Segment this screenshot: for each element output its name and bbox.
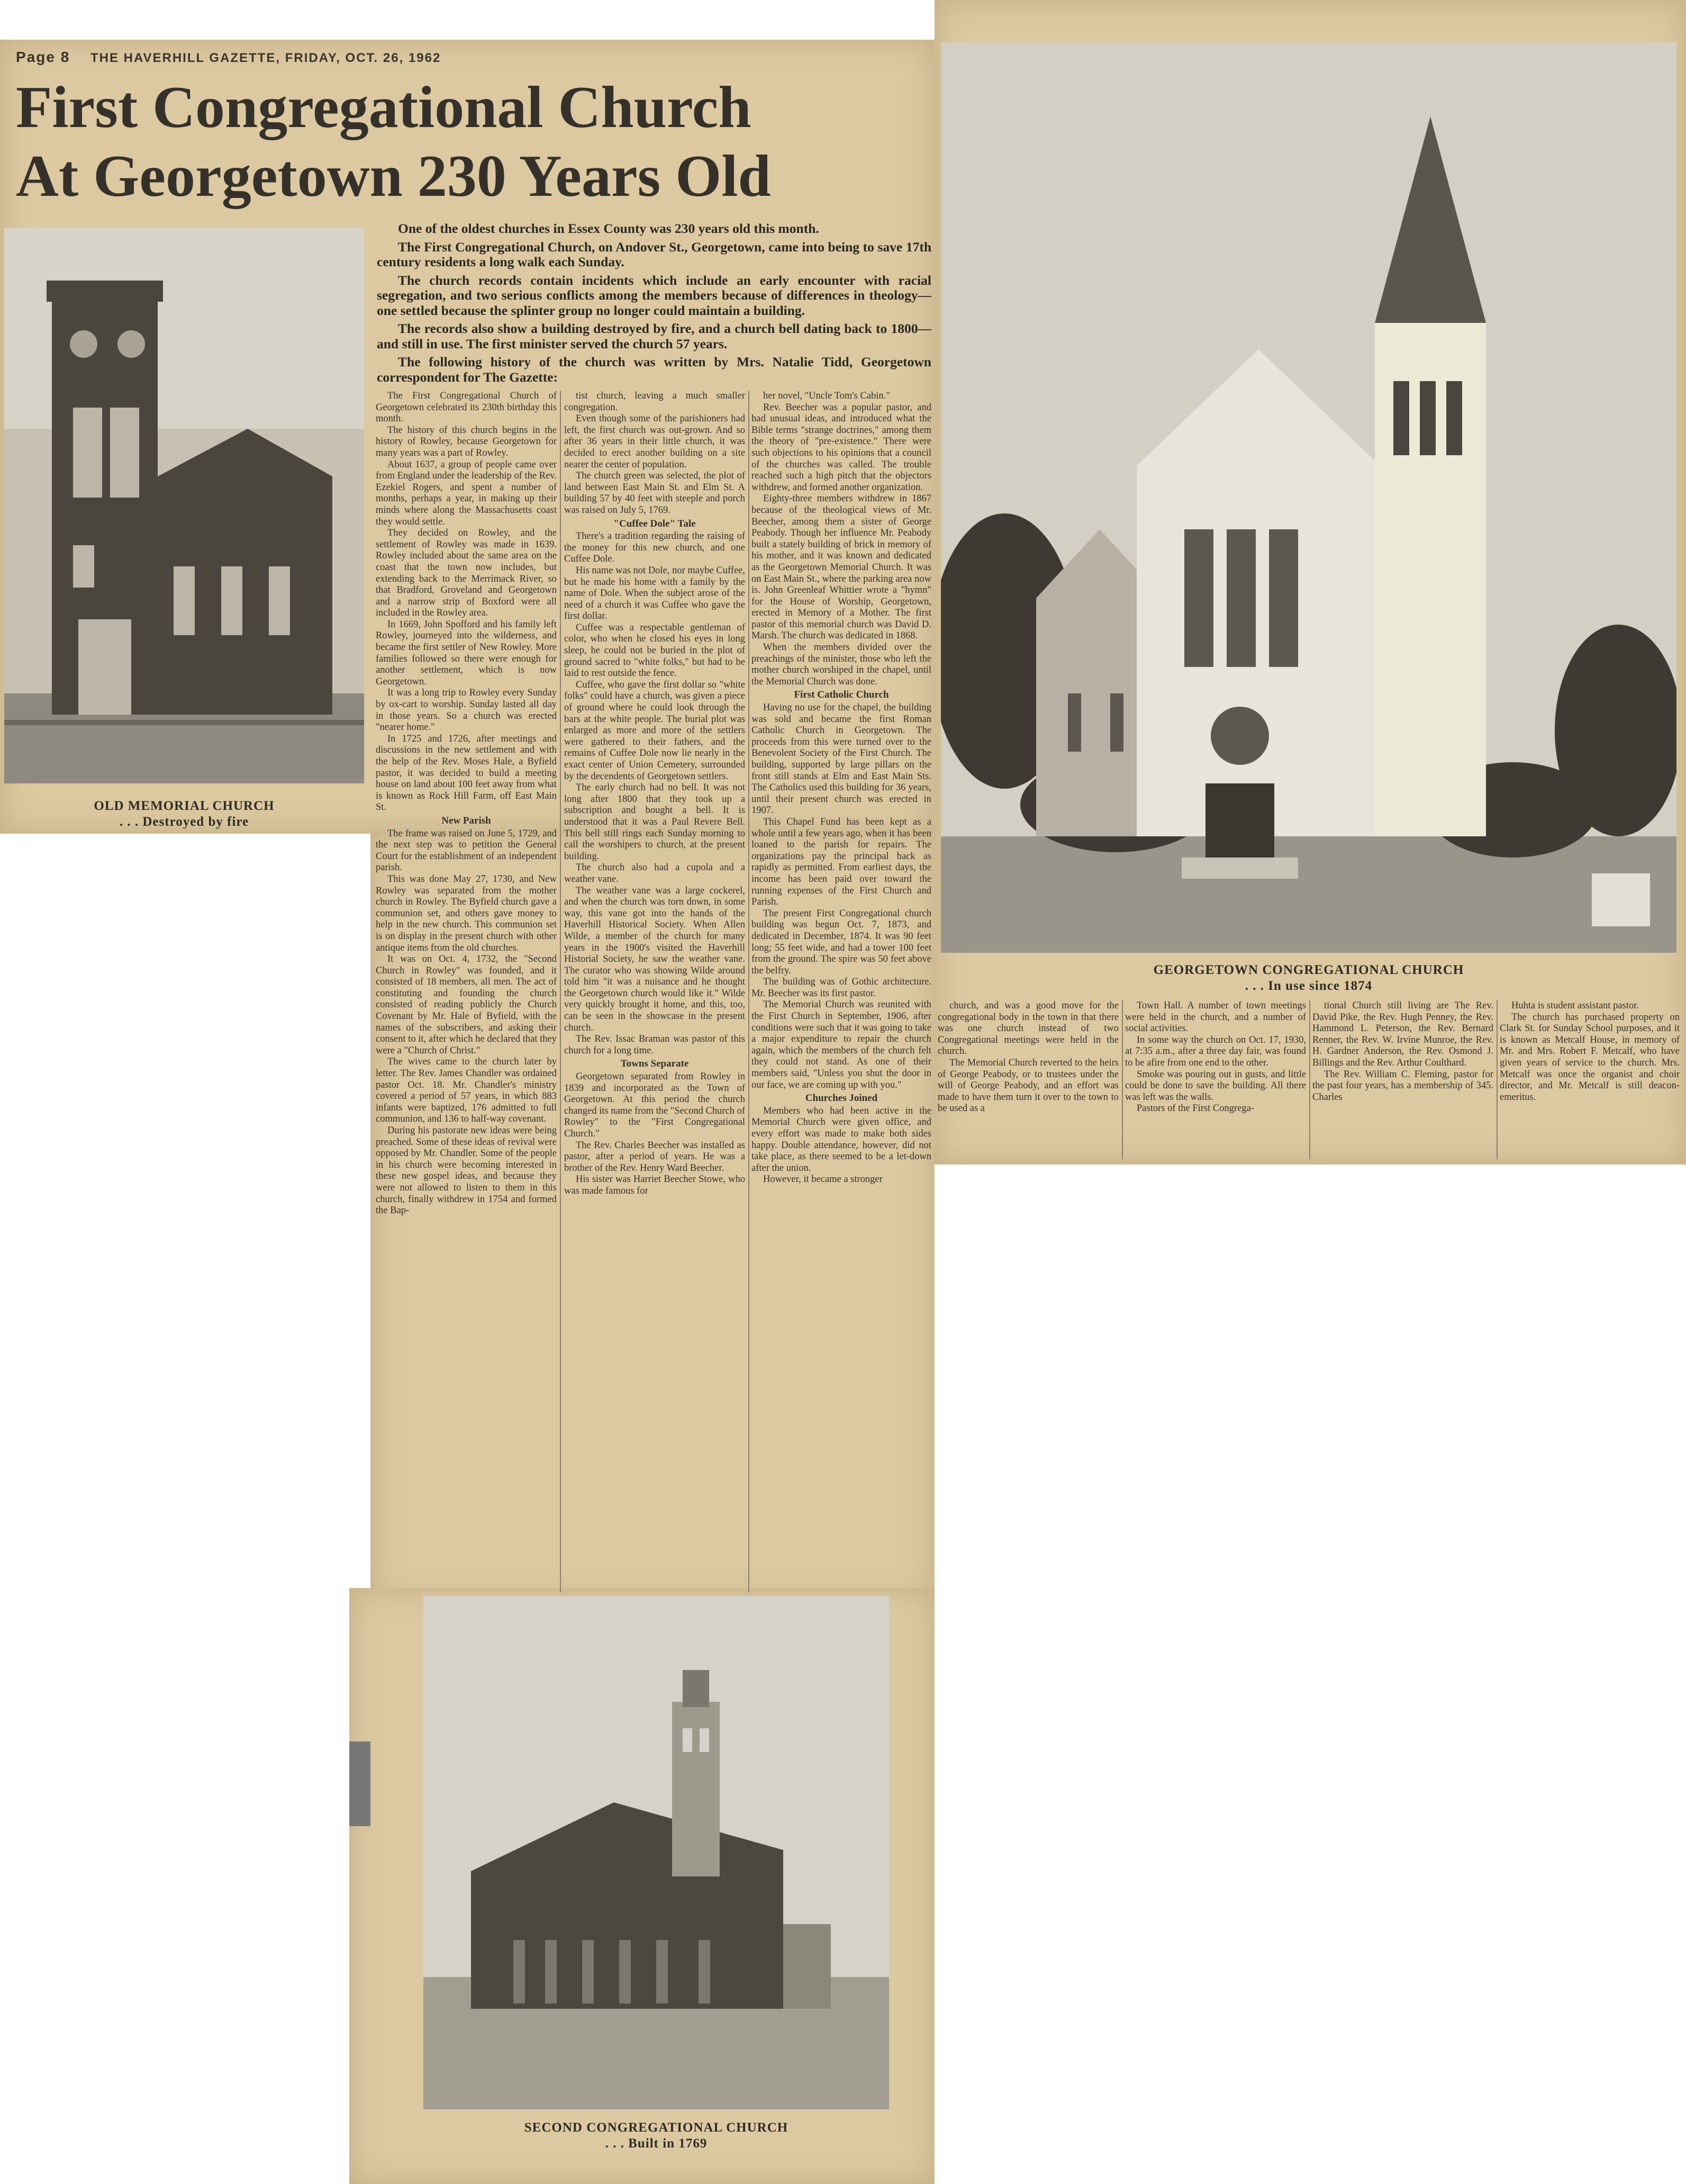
headline (16, 73, 926, 211)
article-column-2 (564, 391, 745, 1197)
scan-edge-strip (349, 1741, 370, 1826)
article-paragraph: There's a tradition regarding the raising of the money for this new church, and one Cuffee Dole. (564, 531, 745, 565)
article-paragraph: About 1637, a group of people came over from England under the leadership of the Rev. Ezekiel Rogers, and spent a number of months, perhaps a year, in making up their minds where along the Massachusetts coast they would settle. (376, 459, 557, 527)
old-memorial-church-photo (4, 228, 364, 783)
article-paragraph: Rev. Beecher was a popular pastor, and had unusual ideas, and introduced what the Bible terms "strange doctrines," among them the theory of "pre-existence." There were such objections to his opinions that a council of the churches was called. The trouble reached such a high pitch that the objectors withdrew, and formed another organization. (751, 402, 931, 493)
article-paragraph: The Rev. William C. Fleming, pastor for the past four years, has a membership of 345. Charles (1312, 1069, 1493, 1103)
caption-title: OLD MEMORIAL CHURCH (94, 799, 275, 813)
article-paragraph: Eighty-three members withdrew in 1867 because of the theological views of Mr. Beecher, among them a sister of George Peabody. Though her influence Mr. Peabody built a stately building of brick in memory of his mother, and it was known and dedicated as the Georgetown Memorial Church. It was on East Main St., where the parking area now is. John Greenleaf Whittier wrote a "hymn" for the House of Worship, Georgetown, erected in Memory of a Mother. The first pastor of this memorial church was David D. Marsh. The church was dedicated in 1868. (751, 493, 931, 642)
lede-paragraph: The records also show a building destroyed by fire, and a church bell dating back to 1800—and still in use. The first minister served the church 57 years. (377, 321, 931, 351)
column-rule (1497, 1000, 1498, 1159)
article-column-1 (376, 391, 557, 1217)
article-paragraph: This was done May 27, 1730, and New Rowley was separated from the mother church in Rowley. The Byfield church gave a communion set, and others gave money to help in the new church. This communion set is on display in the present church with other antique items from the old churches. (376, 873, 557, 953)
article-paragraph: His sister was Harriet Beecher Stowe, who was made famous for (564, 1174, 745, 1196)
lede-paragraph: The following history of the church was written by Mrs. Natalie Tidd, Georgetown correspondent for The Gazette: (377, 354, 931, 385)
article-column-5 (1125, 1000, 1306, 1115)
article-paragraph: The Memorial Church reverted to the heirs of George Peabody, or to trustees under the will of George Peabody, and an effort was made to have them turn it over to the town to be used as a (938, 1057, 1119, 1114)
article-paragraph: Smoke was pouring out in gusts, and little could be done to save the building. All there was left was the walls. (1125, 1069, 1306, 1103)
article-paragraph: During his pastorate new ideas were being preached. Some of these ideas of revival were opposed by Mr. Chandler. Some of the people in his church were becoming interested in these new gospel ideas, and because they were not allowed to listen to them in this church, finally withdrew in 1754 and formed the Bap- (376, 1125, 557, 1216)
article-paragraph: Members who had been active in the Memorial Church were given office, and every effort was made to make both sides happy. Double attendance, however, did not take place, as there seemed to be a let-down after the union. (751, 1105, 931, 1174)
page-number: Page 8 (16, 49, 70, 65)
article-paragraph: This Chapel Fund has been kept as a whole until a few years ago, when it has been loaned to the parish for repairs. The organizations pay the principal back as rapidly as permitted. From earliest days, the income has been paid over toward the running expenses of the First Church and Parish. (751, 816, 931, 908)
article-paragraph: The First Congregational Church of Georgetown celebrated its 230th birthday this month. (376, 391, 557, 425)
section-heading: "Cuffee Dole" Tale (613, 518, 696, 529)
article-column-3 (751, 391, 931, 1186)
column-rule (1309, 1000, 1310, 1159)
article-paragraph: The Rev. Issac Braman was pastor of this church for a long time. (564, 1034, 745, 1056)
article-paragraph: When the members divided over the preachings of the minister, those who left the mother church worshiped in the chapel, until the Memorial Church was done. (751, 642, 931, 687)
article-paragraph: The weather vane was a large cockerel, and when the church was torn down, in some way, this vane got into the hands of the Haverhill Historical Society. When Allen Wilde, a member of the church for many years in the 1900's visited the Haverhill Historial Society, he saw the weather vane. The curator who was showing Wilde around told him "it was a nuisance and he thought the Georgetown church would like it." Wilde very quickly brought it home, and this, too, can be seen in the showcase in the present church. (564, 885, 745, 1033)
article-paragraph: They decided on Rowley, and the settlement of Rowley was made in 1639. Rowley included about the same area on the coast that the town now includes, but extending back to the Merrimack River, so that Bradford, Groveland and Georgetown and a narrow strip of Boxford were all included in the Rowley area. (376, 528, 557, 619)
caption-sub: . . . In use since 1874 (1245, 979, 1373, 993)
article-paragraph: Even though some of the parishioners had left, the first church was out-grown. And so after 36 years in their little church, it was decided to erect another building on a site nearer the center of population. (564, 413, 745, 470)
article-paragraph: Pastors of the First Congrega- (1137, 1103, 1254, 1114)
article-paragraph: Georgetown separated from Rowley in 1839 and incorporated as the Town of Georgetown. At this period the church changed its name from the "Second Church of Rowley" to the "First Congregational Church." (564, 1071, 745, 1139)
article-column-6 (1312, 1000, 1493, 1103)
lede-paragraph: The church records contain incidents which include an early encounter with racial segregation, and two serious conflicts among the members because of differences in theology—one settled because the splinter group no longer could maintain a building. (377, 272, 931, 318)
article-paragraph: In some way the church on Oct. 17, 1930, at 7:35 a.m., after a three day fair, was found to be afire from one end to the other. (1125, 1034, 1306, 1068)
article-paragraph: tional Church still living are The Rev. David Pike, the Rev. Hugh Penney, the Rev. Hammond L. Peterson, the Rev. Bernard Renner, the Rev. W. Irvine Munroe, the Rev. H. Gardner Anderson, the Rev. Osmond J. Billings and the Rev. Arthur Coulthard. (1312, 1000, 1493, 1068)
caption-sub: . . . Built in 1769 (605, 2136, 708, 2151)
column-rule (560, 391, 561, 1592)
caption-sub: . . . Destroyed by fire (119, 815, 249, 829)
article-paragraph: her novel, "Uncle Tom's Cabin." (763, 391, 890, 401)
article-paragraph: The early church had no bell. It was not long after 1800 that they took up a subscription and bought a bell. It is understood that it was a Paul Revere Bell. This bell still rings each Sunday morning to call the worshipers to church, at the present building. (564, 782, 745, 862)
article-paragraph: It was on Oct. 4, 1732, the "Second Church in Rowley" was founded, and it consisted of 18 members, all men. The act of constituting and founding the church consisted of reading publicly the Church Covenant by Mr. Hale of Byfield, with the names of the subscribers, and asking their consent to it, after which he declared that they were a "Church of Christ." (376, 954, 557, 1056)
column-rule (748, 391, 749, 1592)
article-paragraph: It was a long trip to Rowley every Sunday by ox-cart to worship. Sunday lasted all day in those years. So a church was erected "nearer home." (376, 688, 557, 733)
article-paragraph: Huhta is student assistant pastor. (1511, 1000, 1639, 1011)
article-paragraph: tist church, leaving a much smaller congregation. (564, 391, 745, 413)
article-paragraph: In 1725 and 1726, after meetings and discussions in the new settlement and with the help of the Rev. Moses Hale, a Byfield pastor, it was decided to build a meeting house on land about 100 feet away from what is known as Rock Hill Farm, off East Main St. (376, 733, 557, 813)
article-paragraph: The present First Congregational church building was begun Oct. 7, 1873, and dedicated in December, 1874. It was 90 feet long; 55 feet wide, and had a tower 100 feet from the ground. The spire was 50 feet above the belfry. (751, 908, 931, 976)
article-paragraph: church, and was a good move for the congregational body in the town in that there was one church instead of two Congregational meetings were held in the church. (938, 1000, 1119, 1057)
section-heading: First Catholic Church (794, 689, 889, 701)
second-church-photo (423, 1596, 889, 2109)
page-header (16, 49, 441, 66)
article-paragraph: Cuffee, who gave the first dollar so "white folks" could have a church, was given a piece of ground where he could look through the bars at the white people. The burial plot was enlarged as more and more of the settlers were gathered to their fathers, and the remains of Cuffee Dole now lie nearly in the exact center of Union Cemetery, surrounded by the decendents of Georgetown settlers. (564, 679, 745, 782)
article-paragraph: Cuffee was a respectable gentleman of color, who when he closed his eyes in long sleep, he could not be buried in the plot of ground sacred to "white folks," but had to be laid to rest outside the fence. (564, 622, 745, 679)
article-paragraph: The church has purchased property on Clark St. for Sunday School purposes, and it is known as Metcalf House, in memory of Mr. and Mrs. Robert F. Metcalf, who have given years of service to the church. Mrs. Metcalf was once the organist and choir director, and Mr. Metcalf is still deacon-emeritus. (1500, 1012, 1680, 1103)
old-memorial-caption (4, 798, 364, 830)
lede-paragraph: The First Congregational Church, on Andover St., Georgetown, came into being to save 17th century residents a long walk each Sunday. (377, 239, 931, 269)
article-paragraph: The church also had a cupola and a weather vane. (564, 862, 745, 885)
section-heading: New Parish (441, 815, 491, 826)
article-column-7 (1500, 1000, 1680, 1103)
article-paragraph: The Memorial Church was reunited with the First Church in September, 1906, after conditions were such that it was going to take a major expenditure to repair the church again, which the members of the church felt they could not stand. As one of their members said, "Unless you shut the door in our face, we are coming up with you." (751, 999, 931, 1090)
column-rule (1122, 1000, 1123, 1159)
article-paragraph: The church green was selected, the plot of land between East Main St. and Elm St. A building 57 by 40 feet with steeple and porch was raised on July 5, 1769. (564, 471, 745, 516)
headline-line-2: At Georgetown 230 Years Old (16, 143, 771, 209)
georgetown-caption (941, 962, 1676, 994)
article-paragraph: Town Hall. A number of town meetings were held in the church, and a number of social activities. (1125, 1000, 1306, 1034)
headline-line-1: First Congregational Church (16, 75, 751, 140)
masthead: THE HAVERHILL GAZETTE, FRIDAY, OCT. 26, 1962 (90, 51, 441, 65)
article-paragraph: The Rev. Charles Beecher was installed as pastor, after a period of years. He was a brother of the Rev. Henry Ward Beecher. (564, 1140, 745, 1174)
caption-title: GEORGETOWN CONGREGATIONAL CHURCH (1153, 963, 1464, 977)
section-heading: Towns Separate (620, 1058, 689, 1070)
article-paragraph: However, it became a stronger (763, 1174, 883, 1185)
lede-paragraph: One of the oldest churches in Essex County was 230 years old this month. (398, 221, 819, 236)
article-column-4 (938, 1000, 1119, 1115)
section-heading: Churches Joined (805, 1093, 878, 1104)
article-paragraph: His name was not Dole, nor maybe Cuffee, but he made his home with a family by the name of Dole. When the subject arose of the need of a church it was Cuffee who gave the first dollar. (564, 565, 745, 622)
article-paragraph: The history of this church begins in the history of Rowley, because Georgetown for many years was a part of Rowley. (376, 425, 557, 458)
second-church-caption (423, 2120, 889, 2152)
article-paragraph: The wives came to the church later by letter. The Rev. James Chandler was ordained pastor Oct. 18. Mr. Chandler's ministry covered a period of 57 years, in which 883 infants were baptized, 176 admitted to full communion, and 136 to half-way covenant. (376, 1057, 557, 1125)
lede (377, 221, 931, 388)
article-paragraph: In 1669, John Spofford and his family left Rowley, journeyed into the wilderness, and became the first settler of New Rowley. More families followed so there were enough for another settlement, which is now Georgetown. (376, 619, 557, 687)
article-paragraph: Having no use for the chapel, the building was sold and became the first Roman Catholic Church in Georgetown. The proceeds from this were turned over to the Benevolent Society of the First Church. The building, supported by large pillars on the front still stands at Elm and East Main Sts. The Catholics used this building for 36 years, until their present church was erected in 1907. (751, 702, 931, 816)
article-paragraph: The building was of Gothic architecture. Mr. Beecher was its first pastor. (751, 977, 931, 999)
caption-title: SECOND CONGREGATIONAL CHURCH (524, 2120, 788, 2135)
georgetown-church-photo (941, 42, 1676, 953)
article-paragraph: The frame was raised on June 5, 1729, and the next step was to petition the General Court for the establishment of an independent parish. (376, 828, 557, 873)
